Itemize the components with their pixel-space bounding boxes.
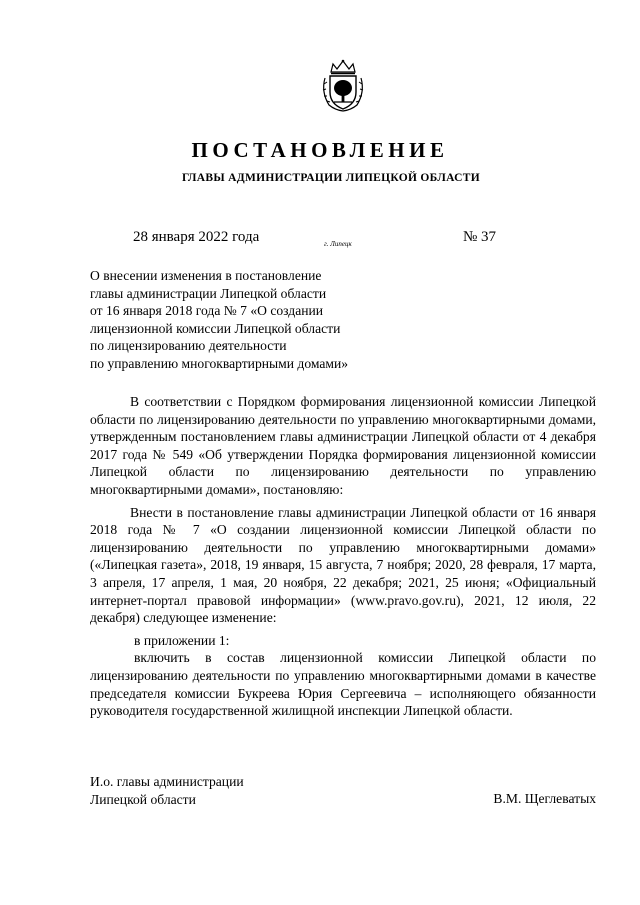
heading-line: от 16 января 2018 года № 7 «О создании [90, 303, 324, 319]
document-body [90, 393, 596, 720]
body-paragraph-resolution: Внести в постановление главы администрации Липецкой области от 16 января 2018 года № 7 «О создании лицензионной комиссии Липецкой области по лицензированию деятельности по управлению многоквартирными домами» («Липецкая газета», 2018, 19 января, 15 августа, 7 ноября; 2020, 28 февраля, 17 марта, 3 апреля, 17 апреля, 1 мая, 20 ноября, 22 декабря; 2021, 25 июня; «Официальный интернет-портал правовой информации» (www.pravo.gov.ru), 2021, 12 июля, 22 декабря) следующее изменение: [90, 504, 596, 626]
heading-line: лицензионной комиссии Липецкой области [90, 320, 341, 336]
document-subtitle: ГЛАВЫ АДМИНИСТРАЦИИ ЛИПЕЦКОЙ ОБЛАСТИ [182, 172, 480, 184]
document-heading [90, 267, 410, 373]
body-paragraph-appendix: в приложении 1: [134, 632, 230, 648]
signature-position-line: Липецкой области [90, 791, 196, 807]
document-title: ПОСТАНОВЛЕНИЕ [191, 138, 449, 162]
body-paragraph-change: включить в состав лицензионной комиссии Липецкой области по лицензированию деятельности по управлению многоквартирными домами в качестве председателя комиссии Букреева Юрия Сергеевича – исполняющего обязанности руководителя государственной жилищной инспекции Липецкой области. [90, 650, 596, 719]
heading-line: главы администрации Липецкой области [90, 285, 327, 301]
signature-name: В.М. Щеглеватых [493, 791, 596, 806]
document-city: г. Липецк [324, 240, 352, 248]
heading-line: по лицензированию деятельности [90, 338, 287, 354]
body-paragraph-preamble: В соответствии с Порядком формирования лицензионной комиссии Липецкой области по лицензированию деятельности по управлению многоквартирными домами, утвержденным постановлением главы администрации Липецкой области от 4 декабря 2017 года № 549 «Об утверждении Порядка формирования лицензионной комиссии Липецкой области по лицензированию деятельности по управлению многоквартирными домами», постановляю: [90, 394, 596, 497]
heading-line: О внесении изменения в постановление [90, 268, 322, 283]
document-number: № 37 [463, 229, 497, 245]
coat-of-arms-icon [319, 58, 367, 112]
signature-position-line: И.о. главы администрации [90, 774, 244, 789]
heading-line: по управлению многоквартирными домами» [90, 355, 349, 371]
signature-position [90, 773, 244, 808]
document-date: 28 января 2022 года [133, 229, 260, 245]
